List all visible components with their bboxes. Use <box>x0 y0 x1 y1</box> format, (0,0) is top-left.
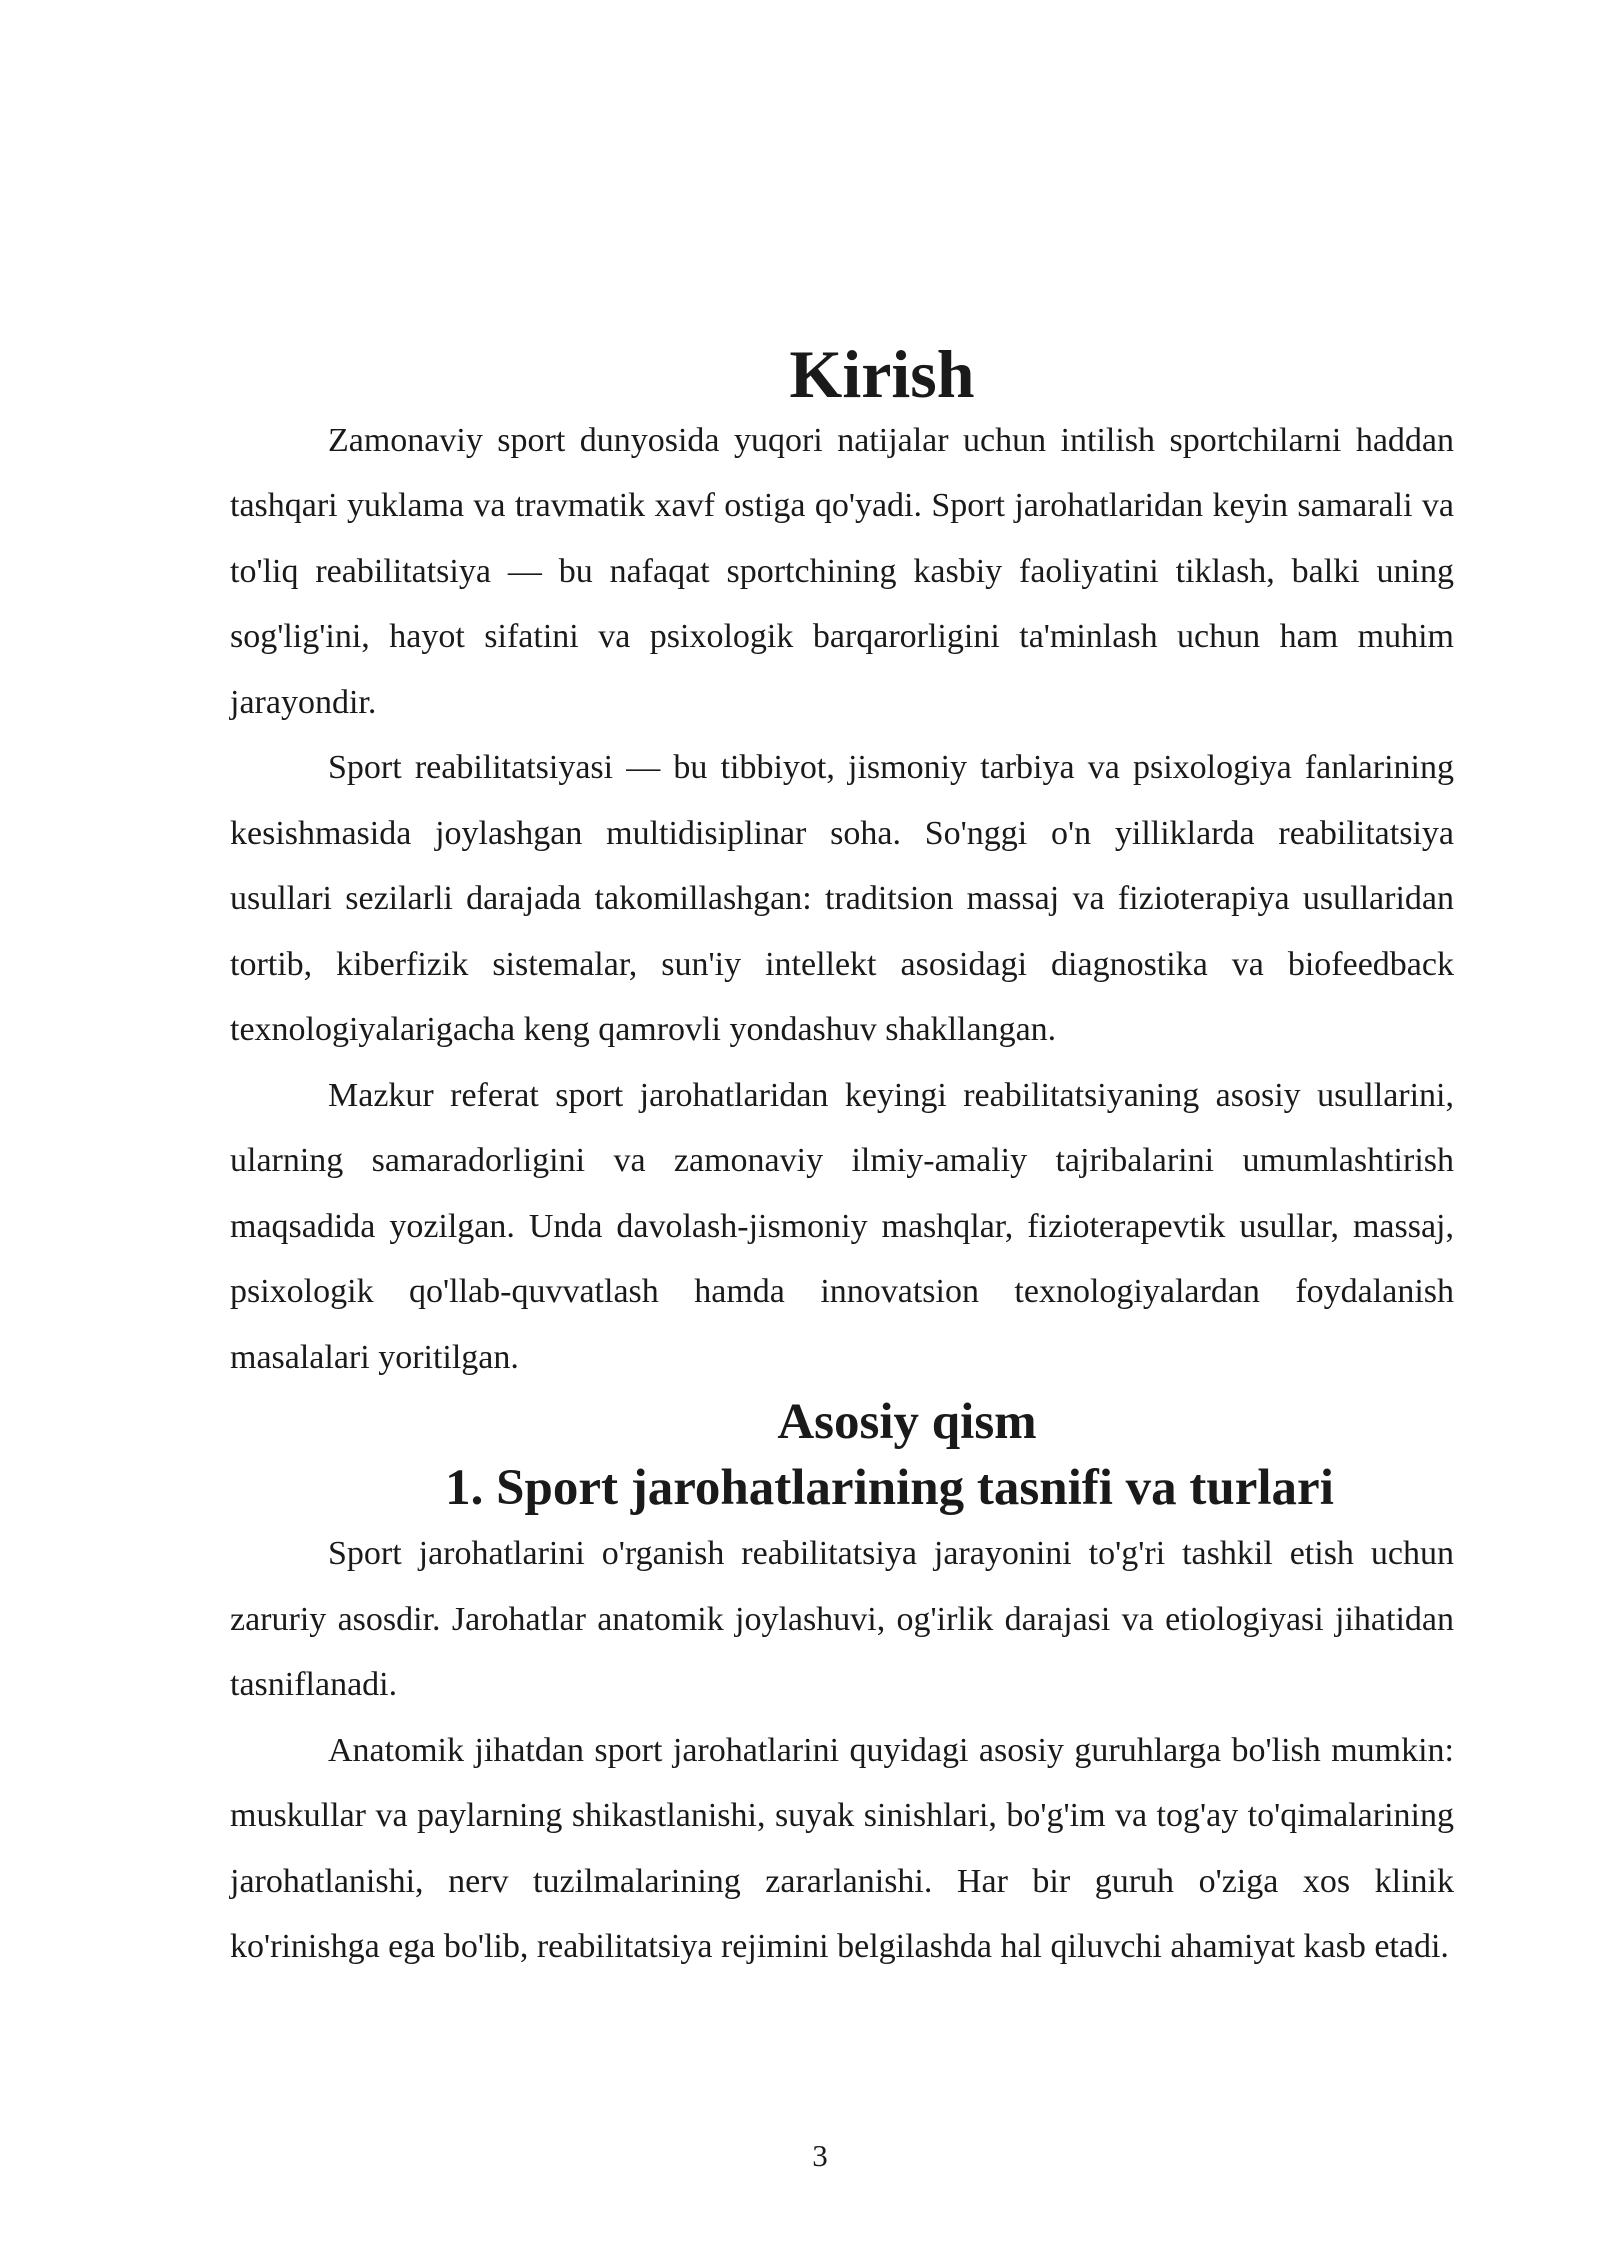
intro-paragraph-1: Zamonaviy sport dunyosida yuqori natijalar uchun intilish sportchilarni haddan tashqari yuklama va travmatik xavf ostiga qo'yadi. Sport jarohatlaridan keyin samarali va to'liq reabilitatsiya — bu nafaqat sportchining kasbiy faoliyatini tiklash, balki uning sog'lig'ini, hayot sifatini va psixologik barqarorligini ta'minlash uchun ham muhim jarayondir. <box>230 421 1454 721</box>
heading-main-part: Asosiy qism <box>777 1394 1037 1450</box>
heading-intro: Kirish <box>789 336 975 412</box>
heading-section-1: 1. Sport jarohatlarining tasnifi va turlari <box>445 1459 1334 1516</box>
intro-paragraph-3: Mazkur referat sport jarohatlaridan keyingi reabilitatsiyaning asosiy usullarini, ularning samaradorligini va zamonaviy ilmiy-amaliy tajribalarini umumlashtirish maqsadida yozilgan. Unda davolash-jismoniy mashqlar, fizioterapevtik usullar, massaj, psixologik qo'llab-quvvatlash hamda innovatsion texnologiyalardan foydalanish masalalari yoritilgan. <box>230 1076 1454 1376</box>
section-1-paragraph-2: Anatomik jihatdan sport jarohatlarini quyidagi asosiy guruhlarga bo'lish mumkin: muskullar va paylarning shikastlanishi, suyak sinishlari, bo'g'im va tog'ay to'qimalarining jarohatlanishi, nerv tuzilmalarining zararlanishi. Har bir guruh o'ziga xos klinik ko'rinishga ega bo'lib, reabilitatsiya rejimini belgilashda hal qiluvchi ahamiyat kasb etadi. <box>230 1731 1454 1965</box>
page-number: 3 <box>812 2138 828 2173</box>
page-body <box>230 336 1454 1980</box>
section-1-paragraph-1: Sport jarohatlarini o'rganish reabilitatsiya jarayonini to'g'ri tashkil etish uchun zaruriy asosdir. Jarohatlar anatomik joylashuvi, og'irlik darajasi va etiologiyasi jihatidan tasniflanadi. <box>230 1535 1454 1703</box>
intro-paragraph-2: Sport reabilitatsiyasi — bu tibbiyot, jismoniy tarbiya va psixologiya fanlarining kesishmasida joylashgan multidisiplinar soha. So'nggi o'n yilliklarda reabilitatsiya usullari sezilarli darajada takomillashgan: traditsion massaj va fizioterapiya usullaridan tortib, kiberfizik sistemalar, sun'iy intellekt asosidagi diagnostika va biofeedback texnologiyalarigacha keng qamrovli yondashuv shakllangan. <box>230 749 1454 1048</box>
